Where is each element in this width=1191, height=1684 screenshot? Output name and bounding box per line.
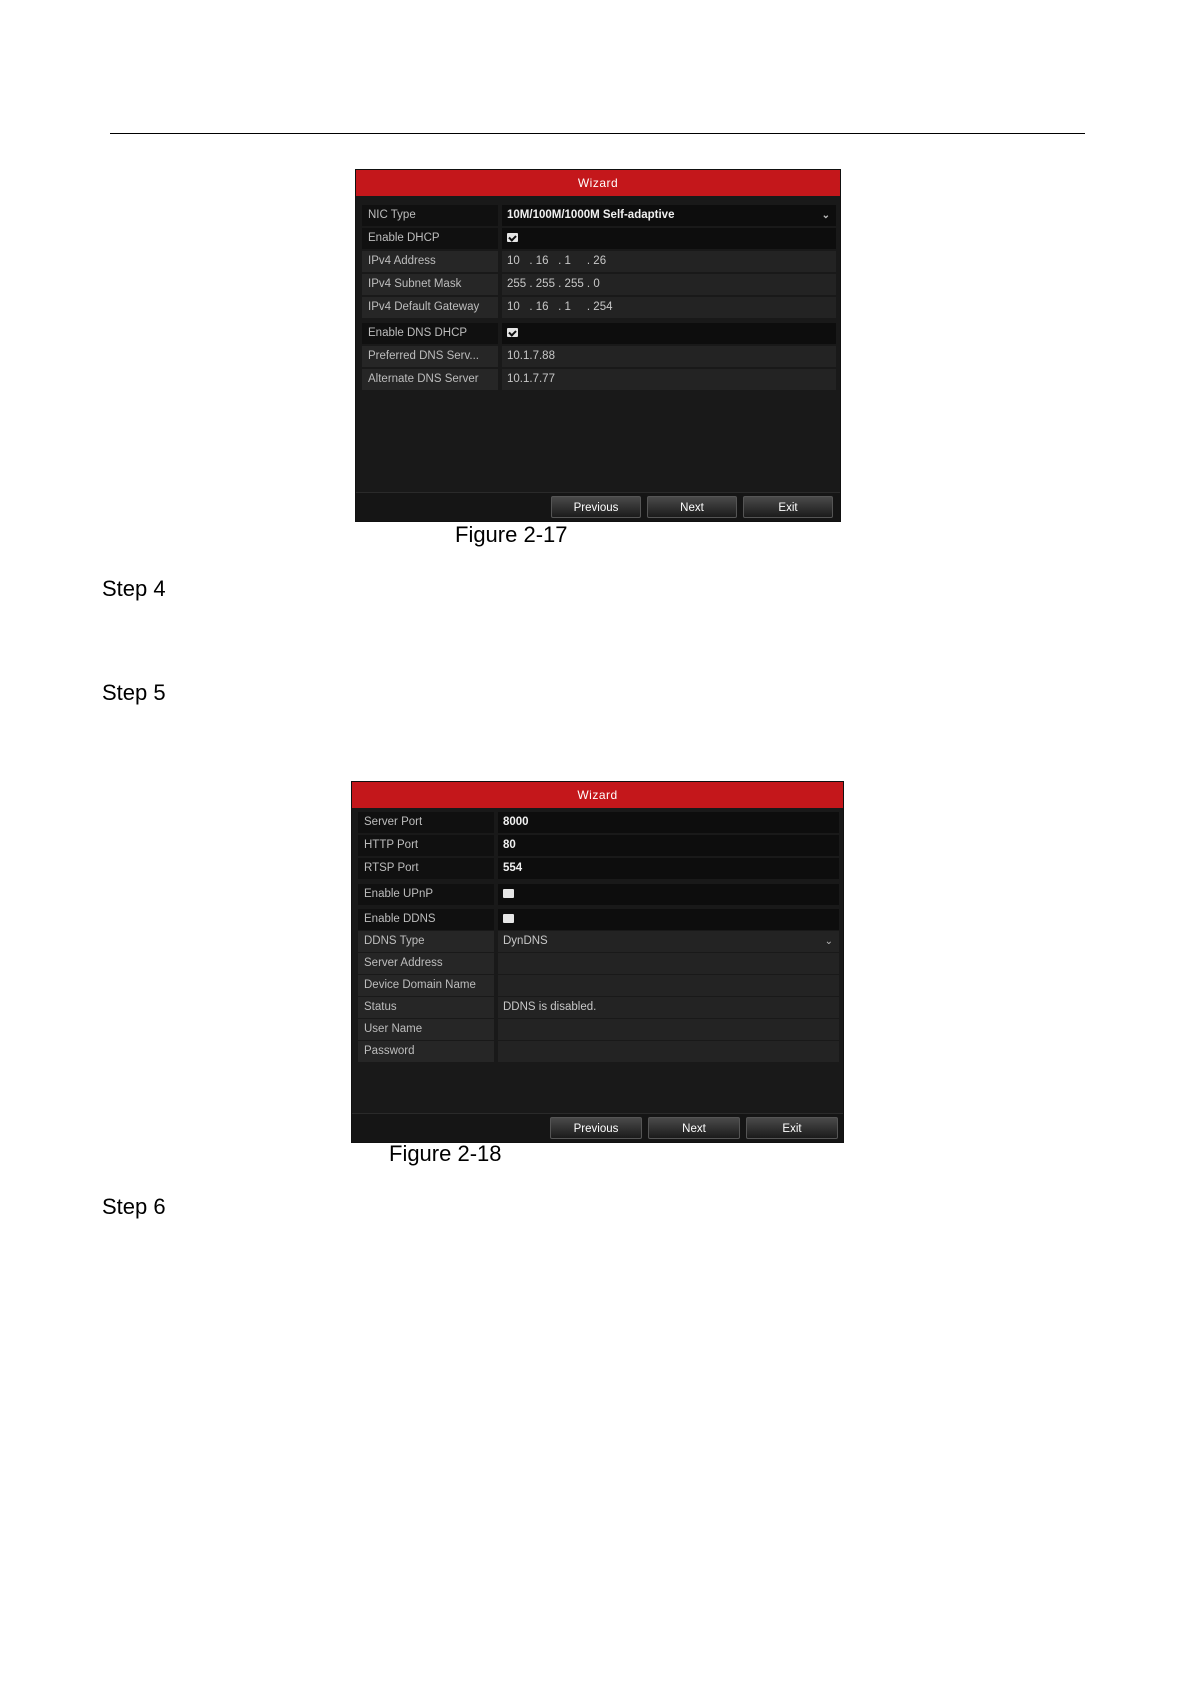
ipv4-address-row <box>362 251 836 272</box>
ipv4-address-label: IPv4 Address <box>362 251 498 272</box>
alternate-dns-field[interactable]: 10.1.7.77 <box>502 369 836 390</box>
ddns-type-row <box>358 931 839 952</box>
preferred-dns-field[interactable]: 10.1.7.88 <box>502 346 836 367</box>
enable-dhcp-row <box>362 228 836 249</box>
password-label: Password <box>358 1041 494 1062</box>
enable-ddns-label: Enable DDNS <box>358 909 494 930</box>
ddns-type-select[interactable] <box>498 931 839 952</box>
status-label: Status <box>358 997 494 1018</box>
enable-dns-dhcp-cell <box>502 323 836 344</box>
previous-button[interactable]: Previous <box>550 1117 642 1139</box>
rtsp-port-field[interactable]: 554 <box>498 858 839 879</box>
rtsp-port-label: RTSP Port <box>358 858 494 879</box>
enable-dns-dhcp-label: Enable DNS DHCP <box>362 323 498 344</box>
server-address-field[interactable] <box>498 953 839 974</box>
nic-type-label: NIC Type <box>362 205 498 226</box>
exit-button[interactable]: Exit <box>743 496 833 518</box>
nic-type-row <box>362 205 836 226</box>
server-port-row <box>358 812 839 833</box>
device-domain-field[interactable] <box>498 975 839 996</box>
preferred-dns-label: Preferred DNS Serv... <box>362 346 498 367</box>
enable-dns-dhcp-row <box>362 323 836 344</box>
enable-dhcp-checkbox[interactable] <box>507 233 518 242</box>
alternate-dns-label: Alternate DNS Server <box>362 369 498 390</box>
enable-dns-dhcp-checkbox[interactable] <box>507 328 518 337</box>
device-domain-label: Device Domain Name <box>358 975 494 996</box>
enable-ddns-cell <box>498 909 839 930</box>
wizard-footer <box>352 1113 843 1142</box>
password-row <box>358 1041 839 1062</box>
step-label: Step 6 <box>102 1194 166 1219</box>
http-port-row <box>358 835 839 856</box>
server-address-row <box>358 953 839 974</box>
http-port-field[interactable]: 80 <box>498 835 839 856</box>
next-button[interactable]: Next <box>648 1117 740 1139</box>
enable-upnp-label: Enable UPnP <box>358 884 494 905</box>
http-port-label: HTTP Port <box>358 835 494 856</box>
user-name-label: User Name <box>358 1019 494 1040</box>
figure-caption: Figure 2-18 <box>389 1141 502 1166</box>
ipv4-subnet-row <box>362 274 836 295</box>
next-button[interactable]: Next <box>647 496 737 518</box>
header-rule <box>110 133 1085 134</box>
enable-dhcp-label: Enable DHCP <box>362 228 498 249</box>
wizard-title: Wizard <box>352 782 843 808</box>
port-ddns-wizard-dialog <box>351 781 844 1143</box>
ddns-type-label: DDNS Type <box>358 931 494 952</box>
ipv4-gateway-row <box>362 297 836 318</box>
user-name-row <box>358 1019 839 1040</box>
preferred-dns-row <box>362 346 836 367</box>
ipv4-gateway-field[interactable]: 10 . 16 . 1 . 254 <box>502 297 836 318</box>
enable-ddns-row <box>358 909 839 930</box>
enable-upnp-row <box>358 884 839 905</box>
chevron-down-icon: ⌄ <box>824 936 833 947</box>
chevron-down-icon: ⌄ <box>821 210 830 221</box>
device-domain-row <box>358 975 839 996</box>
step-label: Step 5 <box>102 680 166 705</box>
enable-upnp-cell <box>498 884 839 905</box>
status-row <box>358 997 839 1018</box>
ddns-type-value: DynDNS <box>503 935 548 947</box>
wizard-body <box>356 196 840 521</box>
wizard-body <box>352 808 843 1142</box>
wizard-title: Wizard <box>356 170 840 196</box>
wizard-footer <box>356 492 840 521</box>
nic-type-value: 10M/100M/1000M Self-adaptive <box>507 209 675 221</box>
ipv4-subnet-label: IPv4 Subnet Mask <box>362 274 498 295</box>
alternate-dns-row <box>362 369 836 390</box>
nic-type-select[interactable] <box>502 205 836 226</box>
server-port-field[interactable]: 8000 <box>498 812 839 833</box>
step-label: Step 4 <box>102 576 166 601</box>
figure-caption: Figure 2-17 <box>455 522 568 547</box>
status-value: DDNS is disabled. <box>498 997 839 1018</box>
server-port-label: Server Port <box>358 812 494 833</box>
ipv4-address-field[interactable]: 10 . 16 . 1 . 26 <box>502 251 836 272</box>
rtsp-port-row <box>358 858 839 879</box>
exit-button[interactable]: Exit <box>746 1117 838 1139</box>
server-address-label: Server Address <box>358 953 494 974</box>
password-field[interactable] <box>498 1041 839 1062</box>
enable-dhcp-cell <box>502 228 836 249</box>
enable-upnp-checkbox[interactable] <box>503 889 514 898</box>
ipv4-subnet-field[interactable]: 255 . 255 . 255 . 0 <box>502 274 836 295</box>
previous-button[interactable]: Previous <box>551 496 641 518</box>
user-name-field[interactable] <box>498 1019 839 1040</box>
ipv4-gateway-label: IPv4 Default Gateway <box>362 297 498 318</box>
enable-ddns-checkbox[interactable] <box>503 914 514 923</box>
network-wizard-dialog <box>355 169 841 522</box>
